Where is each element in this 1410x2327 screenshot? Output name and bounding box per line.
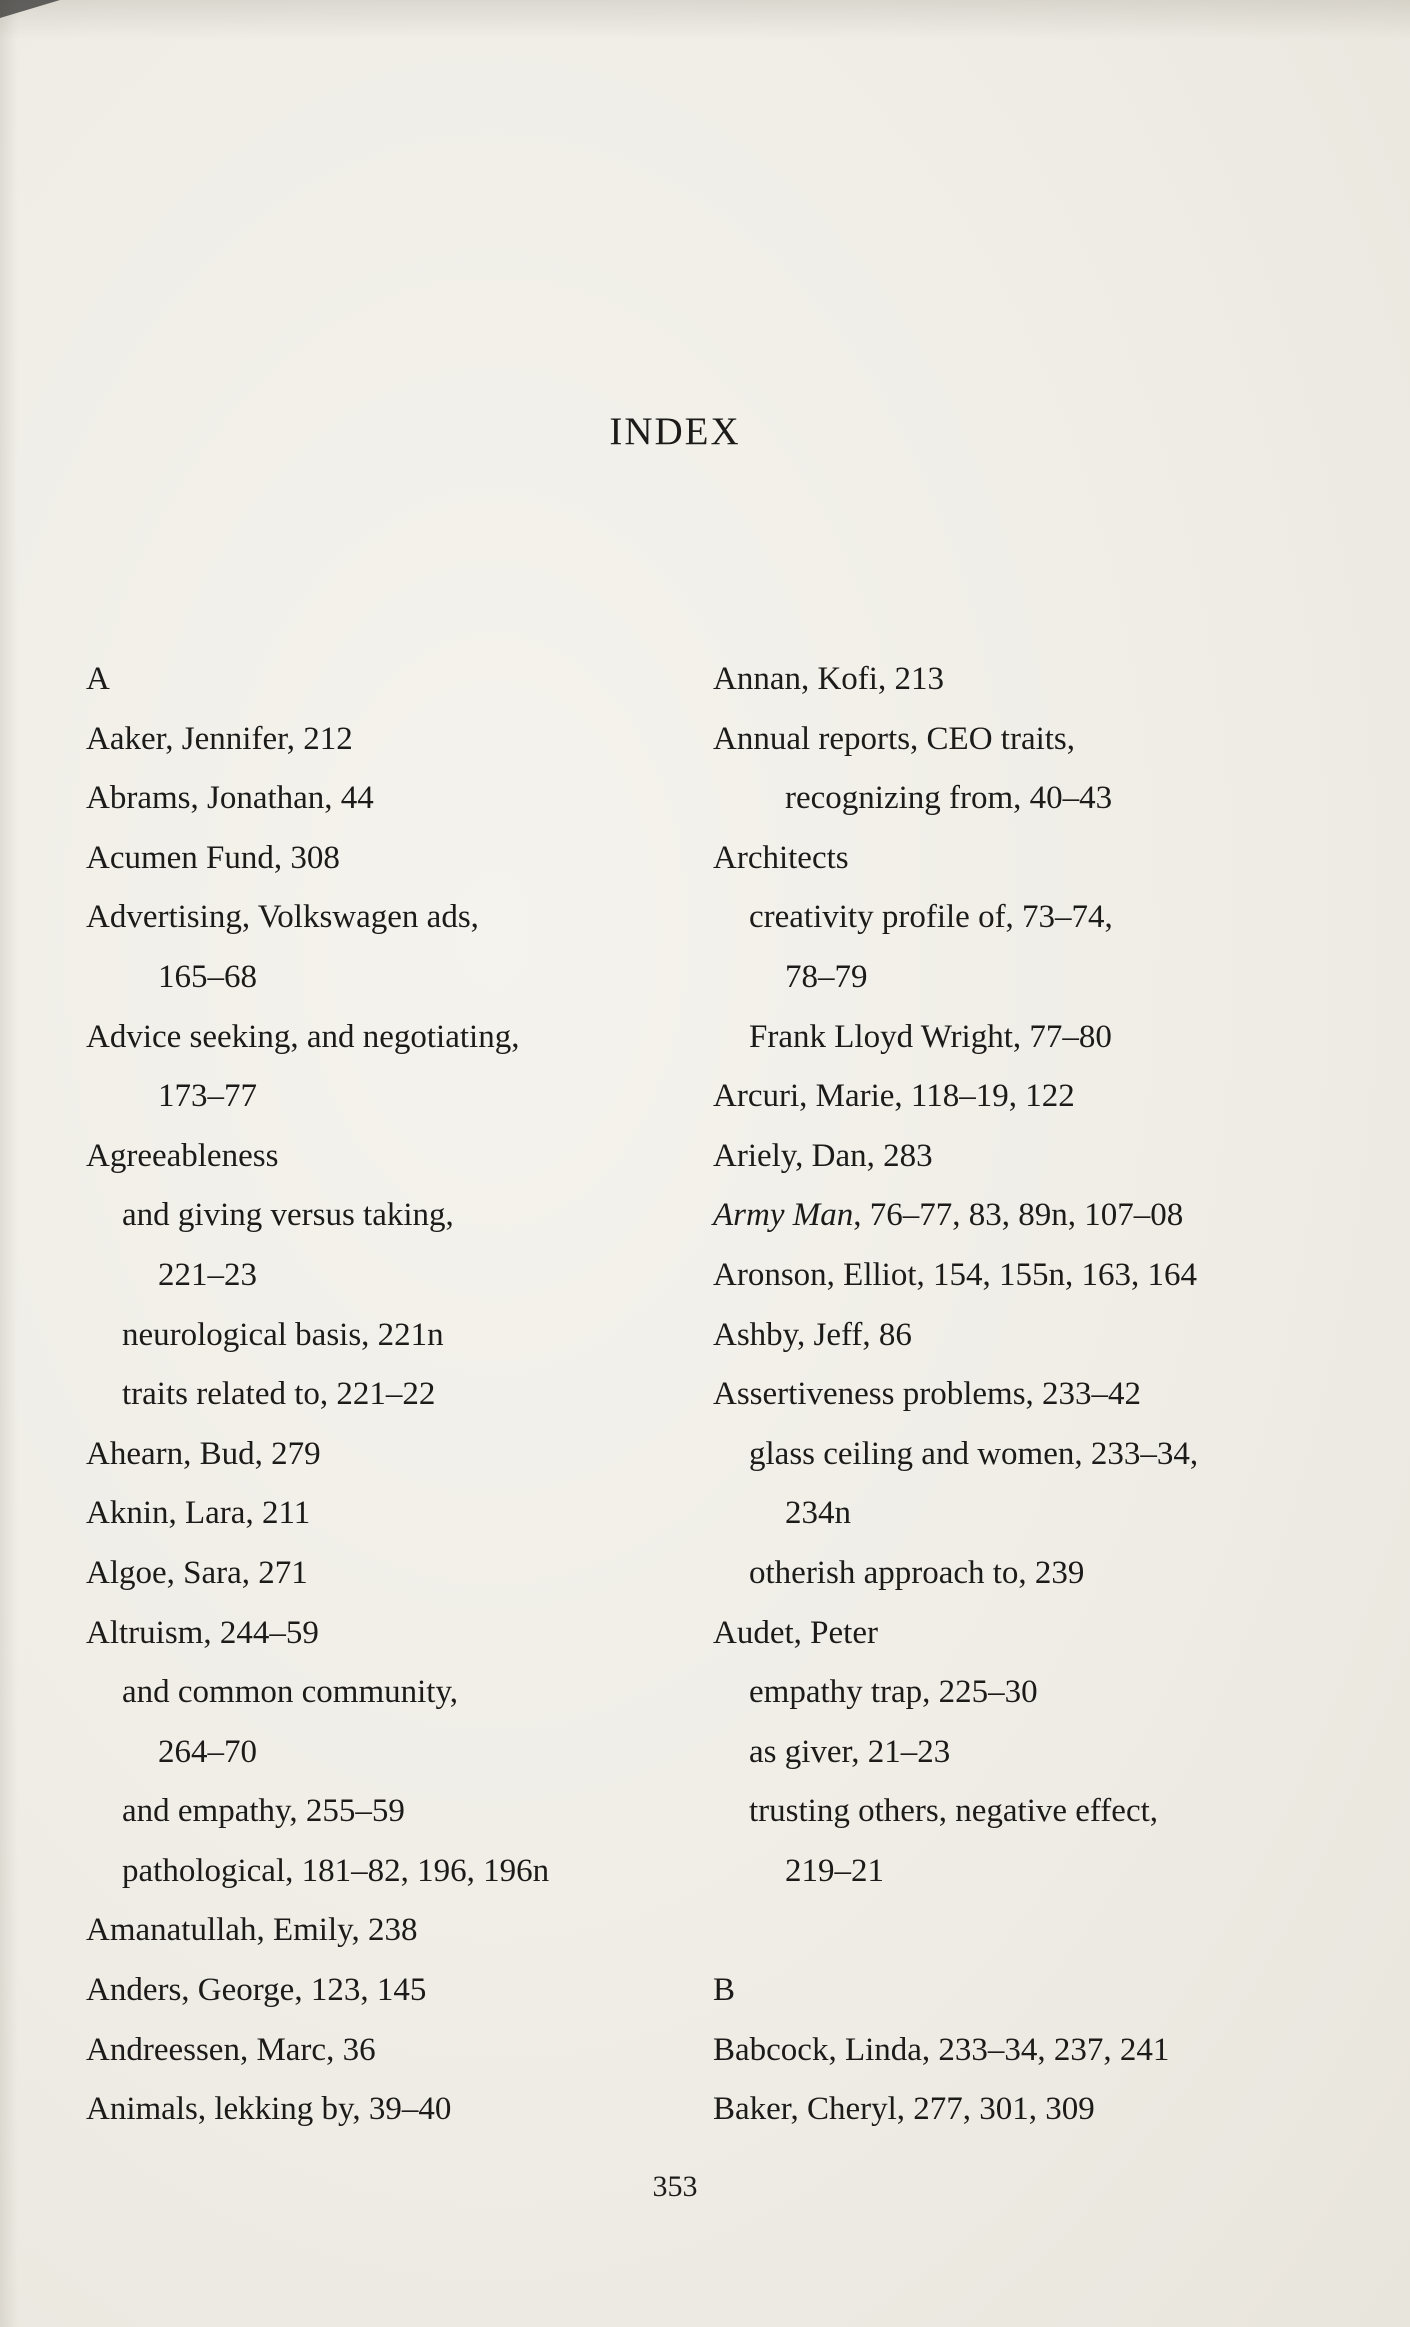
page-corner: [0, 0, 60, 18]
index-entry-text: as giver, 21–23: [749, 1733, 951, 1770]
index-entry-text: Animals, lekking by, 39–40: [86, 2091, 452, 2128]
index-entry-text: Audet, Peter: [713, 1614, 878, 1651]
index-entry-text: 264–70: [158, 1733, 257, 1770]
index-entry: [713, 1663, 1333, 1723]
index-entry: [713, 1246, 1333, 1306]
index-entry: [86, 1723, 706, 1783]
index-entry-text: Assertiveness problems, 233–42: [713, 1376, 1142, 1413]
index-entry: [86, 1246, 706, 1306]
index-entry-text: Abrams, Jonathan, 44: [86, 780, 374, 817]
index-entry-text: Annan, Kofi, 213: [713, 661, 944, 697]
index-entry-text: empathy trap, 225–30: [749, 1674, 1038, 1711]
index-entry-text: otherish approach to, 239: [749, 1554, 1085, 1591]
index-entry-text: recognizing from, 40–43: [785, 780, 1113, 817]
index-entry-text: 78–79: [785, 958, 868, 995]
index-entry-text: Advertising, Volkswagen ads,: [86, 899, 479, 936]
index-entry-italic-title: Army Man: [713, 1197, 854, 1234]
index-entry-text: traits related to, 221–22: [122, 1376, 436, 1413]
index-entry-text: and common community,: [122, 1674, 459, 1711]
index-entry-text: Aronson, Elliot, 154, 155n, 163, 164: [713, 1256, 1197, 1293]
index-entry-text: Arcuri, Marie, 118–19, 122: [713, 1078, 1075, 1115]
index-entry: [86, 1544, 706, 1604]
index-entry-text: Ahearn, Bud, 279: [86, 1435, 321, 1472]
index-entry: [713, 1067, 1333, 1127]
index-entry: [86, 948, 706, 1008]
index-entry: [713, 710, 1333, 770]
index-entry-text: Babcock, Linda, 233–34, 237, 241: [713, 2031, 1170, 2068]
index-entry: [713, 650, 1333, 710]
index-entry-text: Algoe, Sara, 271: [86, 1554, 308, 1591]
index-entry: [713, 1842, 1333, 1902]
index-entry: [713, 1127, 1333, 1187]
index-entry: [86, 769, 706, 829]
index-entry: [713, 1365, 1333, 1425]
index-entry-text: and giving versus taking,: [122, 1197, 454, 1234]
index-entry-text: Frank Lloyd Wright, 77–80: [749, 1018, 1112, 1055]
index-entry: [713, 1544, 1333, 1604]
index-entry: [713, 2080, 1333, 2140]
index-entry-text: Acumen Fund, 308: [86, 839, 340, 876]
index-entry-text: glass ceiling and women, 233–34,: [749, 1435, 1199, 1472]
index-entry: [86, 710, 706, 770]
index-entry-text: 219–21: [785, 1852, 884, 1889]
index-entry: [86, 1127, 706, 1187]
index-entry: [86, 2080, 706, 2140]
index-entry-text: trusting others, negative effect,: [749, 1793, 1159, 1830]
index-entry: [86, 650, 706, 710]
index-entry-text: Ariely, Dan, 283: [713, 1137, 933, 1174]
page-number: 353: [652, 2170, 698, 2203]
index-entry-text: and empathy, 255–59: [122, 1793, 405, 1830]
index-entry-text: Baker, Cheryl, 277, 301, 309: [713, 2091, 1095, 2128]
index-entry: [713, 1306, 1333, 1366]
page-shadow-top: [0, 0, 1410, 40]
index-entry-text: 234n: [785, 1495, 851, 1532]
index-entry: [713, 1901, 1333, 1961]
index-entry: [713, 1008, 1333, 1068]
index-entry: [86, 1306, 706, 1366]
index-entry: [86, 1901, 706, 1961]
index-entry: [713, 829, 1333, 889]
index-entry: [713, 1425, 1333, 1485]
index-entry-text: 221–23: [158, 1256, 257, 1293]
index-entry: [86, 1663, 706, 1723]
index-entry: [86, 1961, 706, 2021]
index-entry: [86, 1365, 706, 1425]
index-entry-text: Aknin, Lara, 211: [86, 1495, 311, 1532]
index-entry-text: Architects: [713, 839, 849, 876]
index-entry: [86, 1008, 706, 1068]
index-entry: [713, 948, 1333, 1008]
index-entry: [713, 1186, 1333, 1246]
index-entry: [86, 888, 706, 948]
index-entry: [86, 1067, 706, 1127]
index-title: INDEX: [609, 410, 741, 453]
index-entry-text: Andreessen, Marc, 36: [86, 2031, 376, 2068]
index-entry: [86, 1604, 706, 1664]
index-left-column: [86, 650, 706, 2140]
index-entry: [713, 2021, 1333, 2081]
index-entry-text: creativity profile of, 73–74,: [749, 899, 1113, 936]
index-entry: [713, 1604, 1333, 1664]
index-entry-text: neurological basis, 221n: [122, 1316, 444, 1353]
index-entry: [713, 1782, 1333, 1842]
index-entry: [86, 1484, 706, 1544]
index-entry-text: Aaker, Jennifer, 212: [86, 720, 353, 757]
page-shadow-left: [0, 0, 18, 2327]
index-entry-text: 173–77: [158, 1078, 257, 1115]
index-entry-text: Anders, George, 123, 145: [86, 1972, 427, 2009]
index-entry: [86, 1842, 706, 1902]
index-entry: [86, 1425, 706, 1485]
index-right-column: [713, 650, 1333, 2140]
index-entry-text: 165–68: [158, 958, 257, 995]
index-entry: [86, 1782, 706, 1842]
index-entry-text: Agreeableness: [86, 1137, 279, 1174]
index-entry: [713, 1723, 1333, 1783]
index-entry: [713, 1484, 1333, 1544]
index-entry: [86, 2021, 706, 2081]
index-entry: [713, 1961, 1333, 2021]
index-entry-text: B: [713, 1972, 736, 2009]
index-entry: [86, 829, 706, 889]
index-entry-text: Annual reports, CEO traits,: [713, 720, 1076, 757]
index-entry-text: , 76–77, 83, 89n, 107–08: [853, 1197, 1184, 1234]
index-entry-text: Amanatullah, Emily, 238: [86, 1912, 418, 1949]
index-entry-text: Altruism, 244–59: [86, 1614, 319, 1651]
index-entry-text: A: [86, 661, 110, 697]
index-entry-text: Ashby, Jeff, 86: [713, 1316, 912, 1353]
index-entry: [713, 769, 1333, 829]
index-entry-text: Advice seeking, and negotiating,: [86, 1018, 520, 1055]
index-entry: [713, 888, 1333, 948]
index-entry: [86, 1186, 706, 1246]
index-entry-text: pathological, 181–82, 196, 196n: [122, 1852, 550, 1889]
